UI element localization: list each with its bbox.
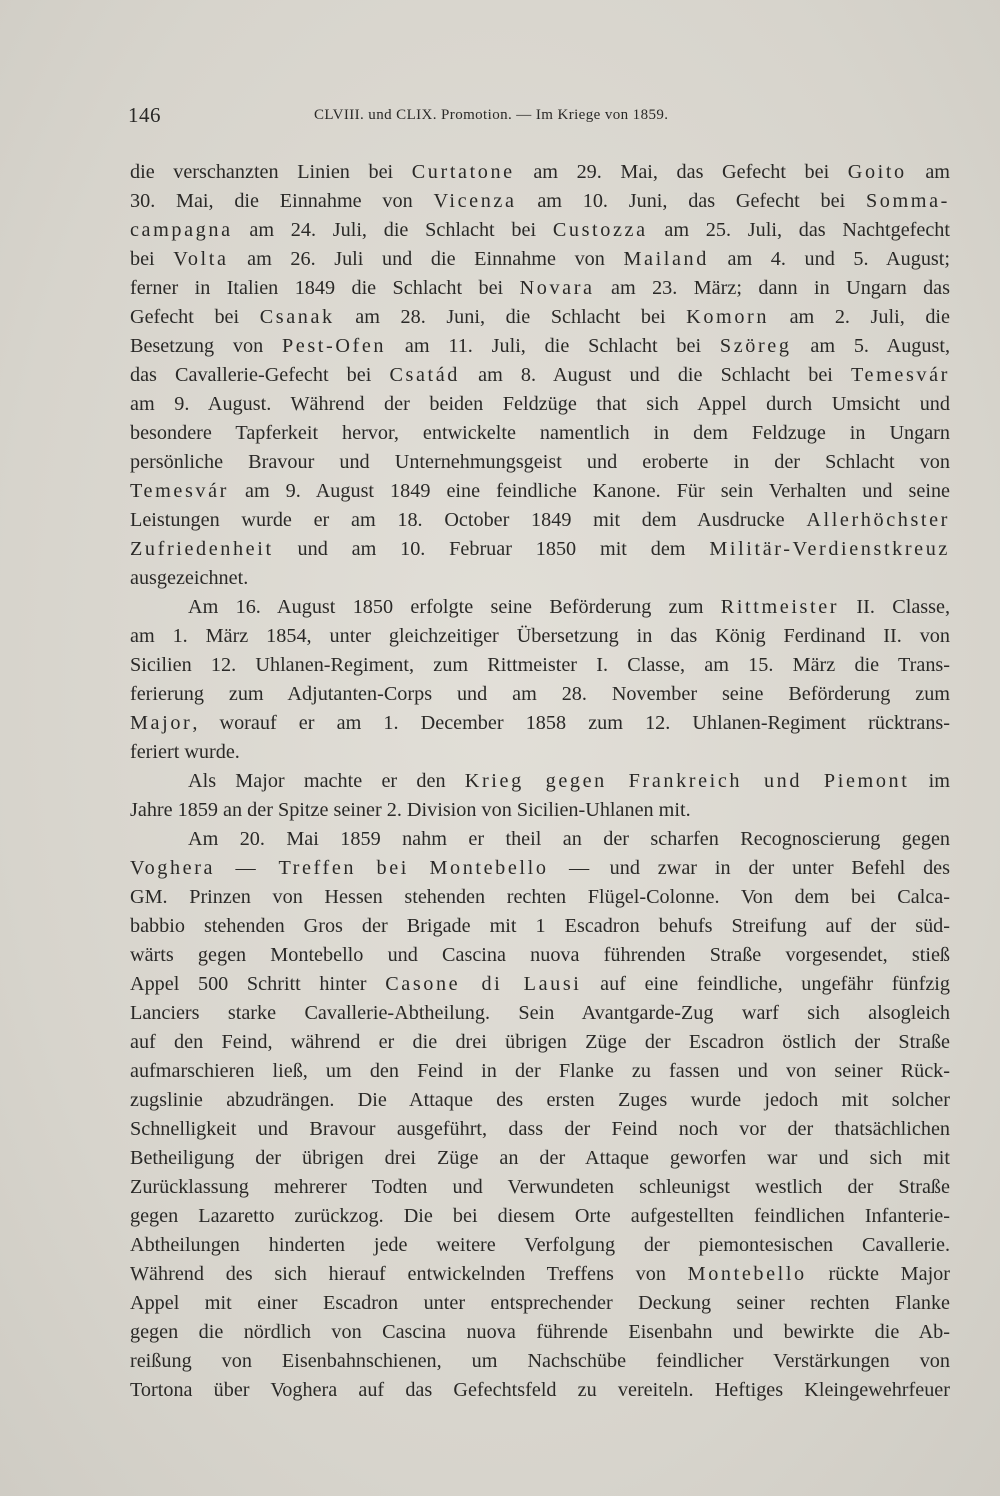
text-segment: am — [906, 161, 950, 183]
text-segment: Jahre 1859 an der Spitze seiner 2. Division von Sicilien-Uhlanen mit. — [130, 799, 691, 821]
spaced-text: Komorn — [686, 306, 770, 328]
spaced-text: Krieg gegen Frankreich und Piemont — [464, 770, 910, 792]
text-line — [130, 216, 950, 245]
text-segment: Tortona über Voghera auf das Gefechtsfeld zu vereiteln. Heftiges Kleingewehrfeuer — [130, 1379, 950, 1401]
text-segment: Am 16. August 1850 erfolgte seine Beförderung zum — [188, 596, 721, 618]
text-segment: feriert wurde. — [130, 741, 240, 763]
text-segment: am 26. Juli und die Einnahme von — [228, 248, 624, 270]
text-segment: Während des sich hierauf entwickelnden Treffens von — [130, 1263, 688, 1285]
text-line — [130, 1115, 950, 1144]
text-segment: am 4. und 5. August; — [708, 248, 950, 270]
spaced-text: Major — [130, 712, 193, 734]
text-line — [130, 506, 950, 535]
text-line — [130, 738, 950, 767]
text-line — [130, 1347, 950, 1376]
text-segment: aufmarschieren ließ, um den Feind in der Flanke zu fassen und von seiner Rück- — [130, 1060, 950, 1082]
text-segment: , worauf er am 1. December 1858 zum 12. Uhlanen-Regiment rücktrans- — [192, 712, 950, 734]
text-line — [130, 419, 950, 448]
text-line — [130, 883, 950, 912]
text-segment: und am 10. Februar 1850 mit dem — [273, 538, 710, 560]
text-segment: reißung von Eisenbahnschienen, um Nachschübe feindlicher Verstärkungen von — [130, 1350, 950, 1372]
text-segment: ferierung zum Adjutanten-Corps und am 28. November seine Beförderung zum — [130, 683, 950, 705]
text-segment: gegen die nördlich von Cascina nuova führende Eisenbahn und bewirkte die Ab- — [130, 1321, 950, 1343]
text-segment: GM. Prinzen von Hessen stehenden rechten Flügel-Colonne. Von dem bei Calca- — [130, 886, 950, 908]
spaced-text: Goito — [847, 161, 907, 183]
spaced-text: Pest-Ofen — [281, 335, 387, 357]
text-segment: Besetzung von — [130, 335, 282, 357]
text-line — [130, 1028, 950, 1057]
text-segment: Betheiligung der übrigen drei Züge an der Attaque geworfen war und sich mit — [130, 1147, 950, 1169]
text-line — [130, 564, 950, 593]
spaced-text: Temesvár — [851, 364, 950, 386]
text-line — [130, 1231, 950, 1260]
spaced-text: Rittmeister — [720, 596, 840, 618]
text-segment: gegen Lazaretto zurückzog. Die bei diesem Orte aufgestellten feindlichen Infanterie- — [130, 1205, 950, 1227]
text-line — [130, 390, 950, 419]
text-segment: Lanciers starke Cavallerie-Abtheilung. Sein Avantgarde-Zug warf sich alsogleich — [130, 1002, 950, 1024]
text-line — [130, 274, 950, 303]
text-segment: Appel mit einer Escadron unter entsprechender Deckung seiner rechten Flanke — [130, 1292, 950, 1314]
text-line — [130, 448, 950, 477]
body-text — [130, 158, 950, 1405]
text-segment: am 11. Juli, die Schlacht bei — [386, 335, 720, 357]
text-segment: ferner in Italien 1849 die Schlacht bei — [130, 277, 520, 299]
spaced-text: campagna — [130, 219, 233, 241]
text-line — [130, 158, 950, 187]
spaced-text: Voghera — Treffen bei Montebello — — [130, 857, 592, 879]
text-line — [130, 767, 950, 796]
text-line — [130, 245, 950, 274]
text-line — [130, 477, 950, 506]
text-line — [130, 825, 950, 854]
text-segment: Zurücklassung mehrerer Todten und Verwundeten schleunigst westlich der Straße — [130, 1176, 950, 1198]
text-line — [130, 1086, 950, 1115]
text-segment: auf den Feind, während er die drei übrigen Züge der Escadron östlich der Straße — [130, 1031, 950, 1053]
spaced-text: Custozza — [552, 219, 648, 241]
text-segment: Appel 500 Schritt hinter — [130, 973, 386, 995]
text-segment: Gefecht bei — [130, 306, 260, 328]
text-segment: Schnelligkeit und Bravour ausgeführt, dass der Feind noch vor der thatsächlichen — [130, 1118, 950, 1140]
text-segment: persönliche Bravour und Unternehmungsgeist und eroberte in der Schlacht von — [130, 451, 950, 473]
spaced-text: Militär-Verdienstkreuz — [709, 538, 950, 560]
text-segment: am 29. Mai, das Gefecht bei — [514, 161, 848, 183]
spaced-text: Somma- — [865, 190, 950, 212]
text-segment: und zwar in der unter Befehl des — [591, 857, 950, 879]
spaced-text: Temesvár — [130, 480, 229, 502]
running-head-title: CLVIII. und CLIX. Promotion. — Im Kriege von 1859. — [314, 107, 669, 123]
spaced-text: Allerhöchster — [806, 509, 950, 531]
text-segment: rückte Major — [806, 1263, 950, 1285]
text-segment: babbio stehenden Gros der Brigade mit 1 Escadron behufs Streifung auf der süd- — [130, 915, 950, 937]
text-segment: II. Classe, — [839, 596, 950, 618]
text-line — [130, 361, 950, 390]
text-line — [130, 854, 950, 883]
page-number: 146 — [128, 103, 161, 127]
text-line — [130, 535, 950, 564]
text-segment: am 5. August, — [791, 335, 950, 357]
text-segment: Sicilien 12. Uhlanen-Regiment, zum Rittmeister I. Classe, am 15. März die Trans- — [130, 654, 950, 676]
spaced-text: Vicenza — [433, 190, 517, 212]
spaced-text: Volta — [173, 248, 229, 270]
spaced-text: Csanak — [259, 306, 335, 328]
text-segment: am 9. August. Während der beiden Feldzüge that sich Appel durch Umsicht und — [130, 393, 950, 415]
text-segment: Am 20. Mai 1859 nahm er theil an der scharfen Recognoscierung gegen — [188, 828, 950, 850]
text-line — [130, 1376, 950, 1405]
spaced-text: Szöreg — [719, 335, 792, 357]
spaced-text: Casone di Lausi — [385, 973, 582, 995]
text-segment: bei — [130, 248, 174, 270]
text-segment: zugslinie abzudrängen. Die Attaque des ersten Zuges wurde jedoch mit solcher — [130, 1089, 950, 1111]
text-segment: am 9. August 1849 eine feindliche Kanone. Für sein Verhalten und seine — [228, 480, 950, 502]
text-segment: besondere Tapferkeit hervor, entwickelte namentlich in dem Feldzuge in Ungarn — [130, 422, 950, 444]
text-line — [130, 796, 950, 825]
text-line — [130, 999, 950, 1028]
text-line — [130, 651, 950, 680]
text-line — [130, 912, 950, 941]
text-line — [130, 1144, 950, 1173]
text-segment: am 23. März; dann in Ungarn das — [594, 277, 950, 299]
text-line — [130, 1289, 950, 1318]
text-segment: am 2. Juli, die — [769, 306, 950, 328]
text-segment: am 8. August und die Schlacht bei — [460, 364, 851, 386]
text-segment: am 28. Juni, die Schlacht bei — [334, 306, 687, 328]
text-line — [130, 709, 950, 738]
text-line — [130, 1260, 950, 1289]
text-line — [130, 187, 950, 216]
text-line — [130, 622, 950, 651]
text-line — [130, 680, 950, 709]
text-segment: wärts gegen Montebello und Cascina nuova führenden Straße vorgesendet, stieß — [130, 944, 950, 966]
text-line — [130, 303, 950, 332]
text-segment: am 25. Juli, das Nachtgefecht — [647, 219, 950, 241]
text-segment: am 1. März 1854, unter gleichzeitiger Übersetzung in das König Ferdinand II. von — [130, 625, 950, 647]
text-segment: auf eine feindliche, ungefähr fünfzig — [581, 973, 950, 995]
text-line — [130, 1173, 950, 1202]
text-line — [130, 970, 950, 999]
text-line — [130, 332, 950, 361]
spaced-text: Curtatone — [411, 161, 515, 183]
spaced-text: Montebello — [687, 1263, 807, 1285]
text-line — [130, 941, 950, 970]
text-line — [130, 1318, 950, 1347]
running-head — [128, 100, 950, 130]
spaced-text: Mailand — [623, 248, 709, 270]
spaced-text: Novara — [519, 277, 595, 299]
text-segment: im — [909, 770, 950, 792]
spaced-text: Csatád — [389, 364, 460, 386]
text-segment: am 24. Juli, die Schlacht bei — [232, 219, 553, 241]
text-segment: die verschanzten Linien bei — [130, 161, 412, 183]
text-segment: Abtheilungen hinderten jede weitere Verfolgung der piemontesischen Cavallerie. — [130, 1234, 950, 1256]
text-segment: 30. Mai, die Einnahme von — [130, 190, 434, 212]
text-segment: Als Major machte er den — [188, 770, 465, 792]
text-line — [130, 593, 950, 622]
text-segment: Leistungen wurde er am 18. October 1849 mit dem Ausdrucke — [130, 509, 807, 531]
text-segment: das Cavallerie-Gefecht bei — [130, 364, 390, 386]
text-segment: ausgezeichnet. — [130, 567, 249, 589]
text-line — [130, 1202, 950, 1231]
text-line — [130, 1057, 950, 1086]
text-segment: am 10. Juni, das Gefecht bei — [516, 190, 866, 212]
spaced-text: Zufriedenheit — [130, 538, 274, 560]
